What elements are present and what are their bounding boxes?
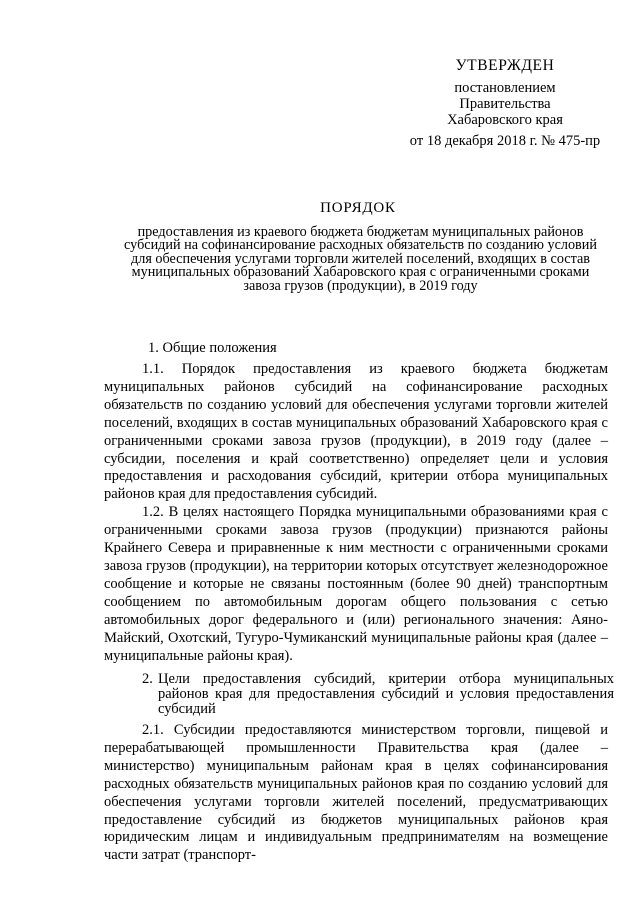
- section-2-title: Цели предоставления субсидий, критерии отбора муниципальных районов края для предоставления субсидий и условия предоставления субсидий: [158, 671, 614, 717]
- approval-date: от 18 декабря 2018 г. № 475-пр: [409, 133, 601, 149]
- section-2-body: [104, 722, 608, 865]
- paragraph: 2.1. Субсидии предоставляются министерством торговли, пищевой и перерабатывающей промышленности Правительства края (далее – министерство) муниципальным районам края в целях софинансирования расходных обязательств муниципальных районов края по созданию условий для обеспечения услугами торговли жителей поселений, предусматривающих предоставление субсидий из бюджетов муниципальных районов края юридическим лицам и индивидуальным предпринимателям на возмещение части затрат (транспорт-: [104, 722, 608, 864]
- approval-heading: УТВЕРЖДЕН: [455, 57, 555, 74]
- approval-line: постановлением: [454, 80, 556, 96]
- paragraph: 1.1. Порядок предоставления из краевого бюджета бюджетам муниципальных районов субсидий на софинансирование расходных обязательств по созданию условий для обеспечения услугами торговли жителей поселений, входящих в состав муниципальных образований Хабаровского края с ограниченными сроками завоза грузов (продукции), в 2019 году (далее – субсидии, поселения и край соответственно) определяет цели и условия предоставления и расходования субсидий, критерии отбора муниципальных районов края для предоставления субсидий.: [104, 361, 608, 503]
- document-title: ПОРЯДОК: [320, 200, 396, 216]
- document-subtitle: предоставления из краевого бюджета бюджетам муниципальных районов субсидий на софинансирование расходных обязательств по созданию условий для обеспечения услугами торговли жителей поселений, входящих в состав муниципальных образований Хабаровского края с ограниченными сроками завоза грузов (продукции), в 2019 году: [124, 224, 597, 294]
- section-2-heading: [142, 672, 614, 717]
- approval-line: Правительства: [459, 96, 551, 112]
- section-1-heading: 1. Общие положения: [148, 340, 277, 356]
- approval-stamp: [400, 58, 610, 149]
- section-1-body: [104, 361, 608, 665]
- section-2-number: 2.: [142, 671, 153, 687]
- approval-line: Хабаровского края: [447, 112, 563, 128]
- paragraph: 1.2. В целях настоящего Порядка муниципальными образованиями края с ограниченными сроками завоза грузов (продукции) признаются районы Крайнего Севера и приравненные к ним местности с ограниченными сроками завоза грузов (продукции), на территории которых отсутствует железнодорожное сообщение и которые не связаны постоянным (более 90 дней) транспортным сообщением по автомобильным дорогам общего пользования с сетью автомобильных дорог федерального и (или) регионального значения: Аяно-Майский, Охотский, Тугуро-Чумиканский муниципальные районы края (далее – муниципальные районы края).: [104, 504, 608, 664]
